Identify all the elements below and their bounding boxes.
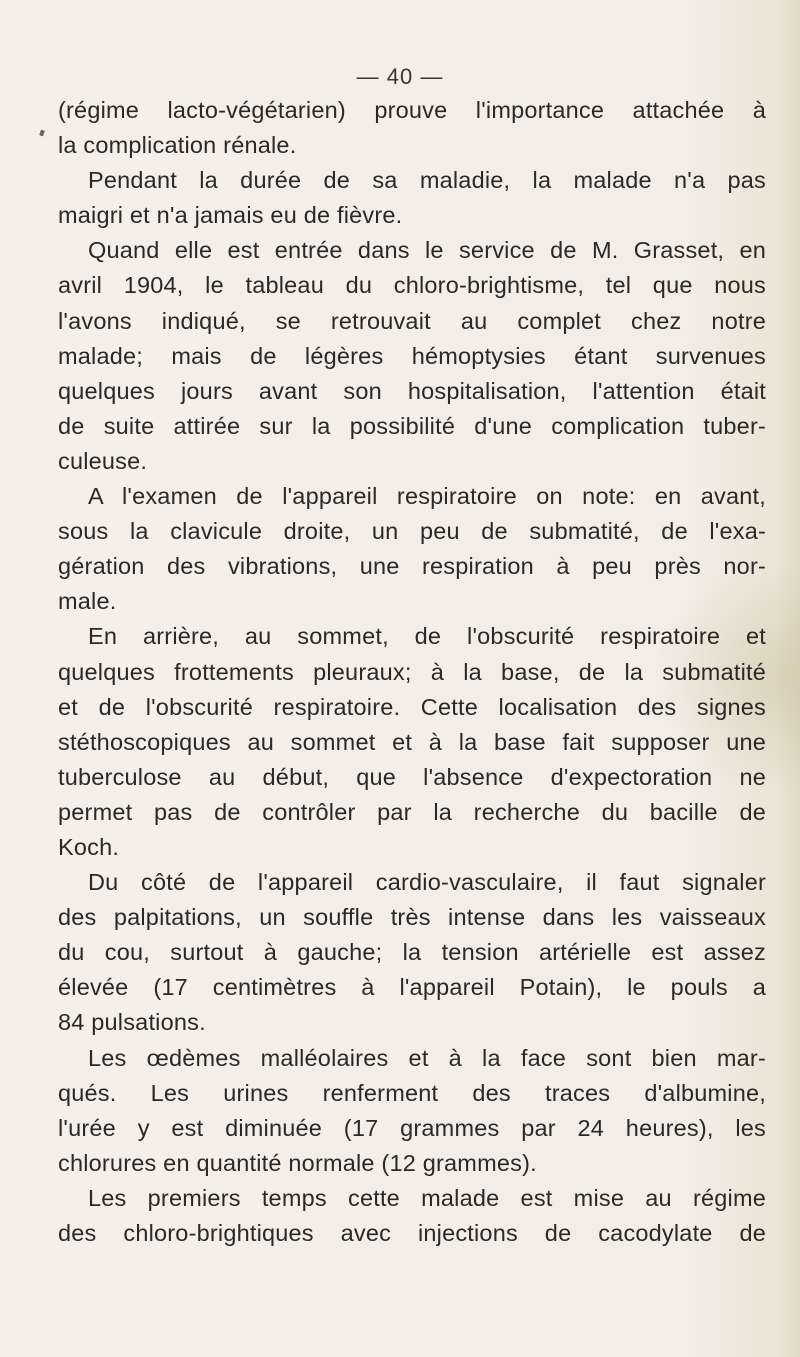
text-line: gération des vibrations, une respiration à peu près nor- (58, 553, 766, 580)
text-line: quelques jours avant son hospitalisation, l'attention était (58, 377, 766, 404)
text-line: élevée (17 centimètres à l'appareil Potain), le pouls a (58, 974, 766, 1001)
text-line: chlorures en quantité normale (12 grammes). (58, 1149, 537, 1176)
text-line: male. (58, 588, 117, 615)
text-line: A l'examen de l'appareil respiratoire on note: en avant, (88, 483, 766, 510)
text-line: Koch. (58, 833, 120, 860)
text-line: Du côté de l'appareil cardio-vasculaire, il faut signaler (88, 869, 766, 896)
text-line: quelques frottements pleuraux; à la base, de la submatité (58, 658, 766, 685)
page-number: — 40 — (356, 64, 444, 89)
text-line: Quand elle est entrée dans le service de M. Grasset, en (88, 237, 766, 264)
text-line: l'avons indiqué, se retrouvait au complet chez notre (58, 307, 766, 334)
text-line: (régime lacto-végétarien) prouve l'importance attachée à (58, 97, 766, 123)
text-line: sous la clavicule droite, un peu de submatité, de l'exa- (58, 518, 766, 545)
text-line: maigri et n'a jamais eu de fièvre. (58, 202, 403, 229)
text-line: culeuse. (58, 447, 148, 474)
text-line: stéthoscopiques au sommet et à la base fait supposer une (58, 728, 766, 755)
text-line: avril 1904, le tableau du chloro-brightisme, tel que nous (58, 272, 766, 299)
text-line: permet pas de contrôler par la recherche du bacille de (58, 798, 766, 825)
text-line: de suite attirée sur la possibilité d'une complication tuber- (58, 412, 766, 439)
text-line: du cou, surtout à gauche; la tension artérielle est assez (58, 939, 766, 966)
text-line: la complication rénale. (58, 132, 297, 159)
text-line: En arrière, au sommet, de l'obscurité respiratoire et (88, 623, 766, 650)
text-line: malade; mais de légères hémoptysies étant survenues (58, 342, 766, 369)
text-line: et de l'obscurité respiratoire. Cette localisation des signes (58, 693, 766, 720)
text-line: qués. Les urines renferment des traces d'albumine, (58, 1079, 766, 1106)
text-line: Les œdèmes malléolaires et à la face sont bien mar- (88, 1044, 766, 1071)
text-line: des palpitations, un souffle très intense dans les vaisseaux (58, 904, 766, 931)
text-line: tuberculose au début, que l'absence d'expectoration ne (58, 763, 766, 790)
body-text (58, 93, 766, 1251)
text-line: 84 pulsations. (58, 1009, 206, 1036)
text-line: des chloro-brightiques avec injections de cacodylate de (58, 1220, 766, 1246)
text-line: Pendant la durée de sa maladie, la malade n'a pas (88, 167, 766, 194)
text-line: Les premiers temps cette malade est mise au régime (88, 1184, 766, 1211)
text-line: l'urée y est diminuée (17 grammes par 24 heures), les (58, 1114, 766, 1141)
print-speck (39, 129, 45, 136)
